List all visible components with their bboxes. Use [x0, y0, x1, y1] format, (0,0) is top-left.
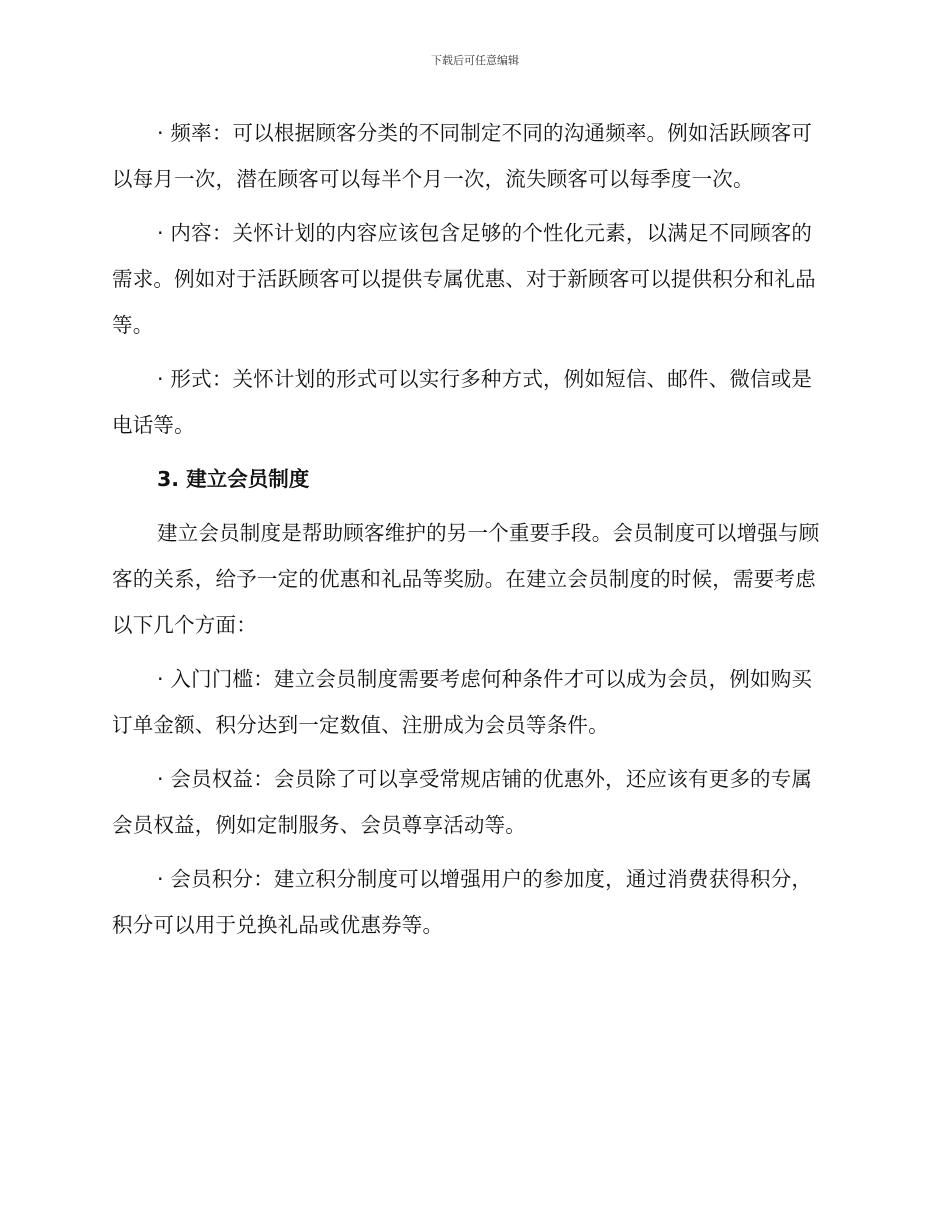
paragraph-format: · 形式：关怀计划的形式可以实行多种方式，例如短信、邮件、微信或是电话等。: [112, 367, 813, 437]
section-heading: 3. 建立会员制度: [157, 467, 310, 491]
paragraph-frequency: · 频率：可以根据顾客分类的不同制定不同的沟通频率。例如活跃顾客可以每月一次，潜在顾客可以每半个月一次，流失顾客可以每季度一次。: [112, 121, 813, 191]
list-item-member-benefits: · 会员权益：会员除了可以享受常规店铺的优惠外，还应该有更多的专属会员权益，例如定制服务、会员尊享活动等。: [112, 767, 813, 837]
list-item-member-points: · 会员积分：建立积分制度可以增强用户的参加度，通过消费获得积分，积分可以用于兑换礼品或优惠券等。: [112, 867, 813, 937]
page-header: 下载后可任意编辑: [431, 54, 519, 67]
document-body: [112, 110, 832, 956]
section-intro: 建立会员制度是帮助顾客维护的另一个重要手段。会员制度可以增强与顾客的关系，给予一定的优惠和礼品等奖励。在建立会员制度的时候，需要考虑以下几个方面：: [112, 521, 820, 637]
list-item-entry-threshold: · 入门门槛：建立会员制度需要考虑何种条件才可以成为会员，例如购买订单金额、积分达到一定数值、注册成为会员等条件。: [112, 667, 813, 737]
paragraph-content: · 内容：关怀计划的内容应该包含足够的个性化元素，以满足不同顾客的需求。例如对于活跃顾客可以提供专属优惠、对于新顾客可以提供积分和礼品等。: [112, 221, 816, 337]
